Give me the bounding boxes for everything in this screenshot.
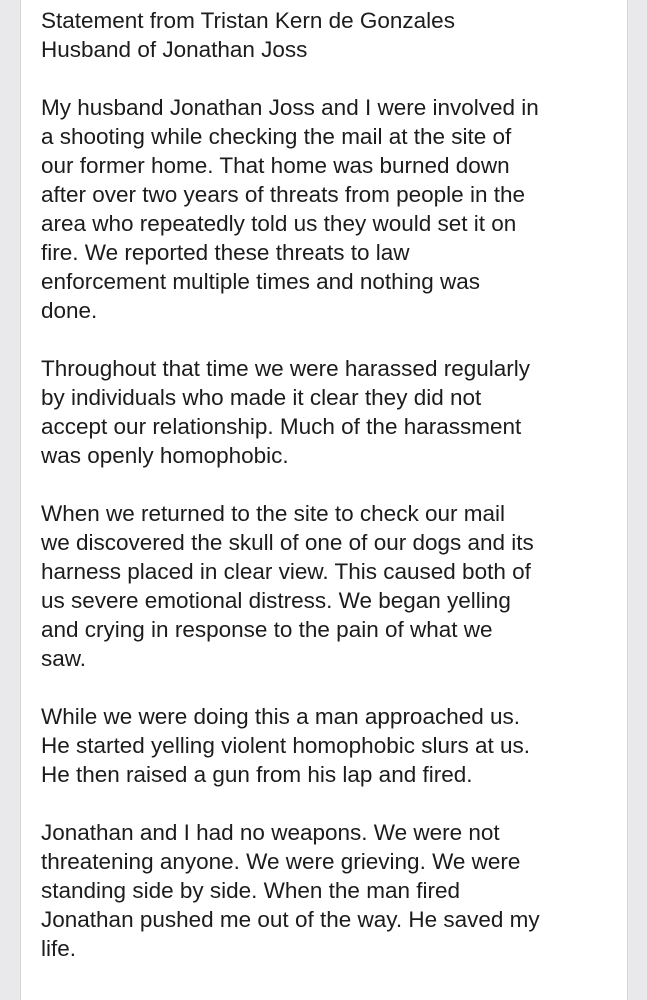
text-line: Jonathan and I had no weapons. We were not [41,820,500,845]
text-line: was openly homophobic. [41,443,289,468]
text-line: enforcement multiple times and nothing was [41,269,480,294]
text-line: and crying in response to the pain of what we [41,617,493,642]
paragraph-5 [41,818,616,963]
text-line: Jonathan pushed me out of the way. He saved my [41,907,540,932]
text-line: He started yelling violent homophobic slurs at us. [41,733,531,758]
statement-body [41,6,616,992]
paragraph-3 [41,499,616,673]
text-line: harness placed in clear view. This caused both of [41,559,531,584]
text-line: us severe emotional distress. We began yelling [41,588,511,613]
text-line: Throughout that time we were harassed regularly [41,356,531,381]
text-line: threatening anyone. We were grieving. We were [41,849,521,874]
paragraph-4 [41,702,616,789]
statement-subtitle: Husband of Jonathan Joss [41,37,308,62]
text-line: standing side by side. When the man fired [41,878,460,903]
text-line: saw. [41,646,87,671]
text-line: My husband Jonathan Joss and I were involved in [41,95,539,120]
text-line: life. [41,936,77,961]
text-line: after over two years of threats from people in the [41,182,525,207]
text-line: done. [41,298,98,323]
document-page [20,0,628,1000]
text-line: When we returned to the site to check our mail [41,501,505,526]
paragraph-1 [41,93,616,325]
text-line: area who repeatedly told us they would set it on [41,211,517,236]
statement-header [41,6,616,64]
text-line: fire. We reported these threats to law [41,240,410,265]
text-line: While we were doing this a man approached us. [41,704,521,729]
text-line: we discovered the skull of one of our dogs and its [41,530,534,555]
text-line: our former home. That home was burned down [41,153,510,178]
text-line: by individuals who made it clear they did not [41,385,482,410]
text-line: accept our relationship. Much of the harassment [41,414,522,439]
paragraph-2 [41,354,616,470]
text-line: He then raised a gun from his lap and fired. [41,762,473,787]
statement-title: Statement from Tristan Kern de Gonzales [41,8,455,33]
text-line: a shooting while checking the mail at the site of [41,124,512,149]
